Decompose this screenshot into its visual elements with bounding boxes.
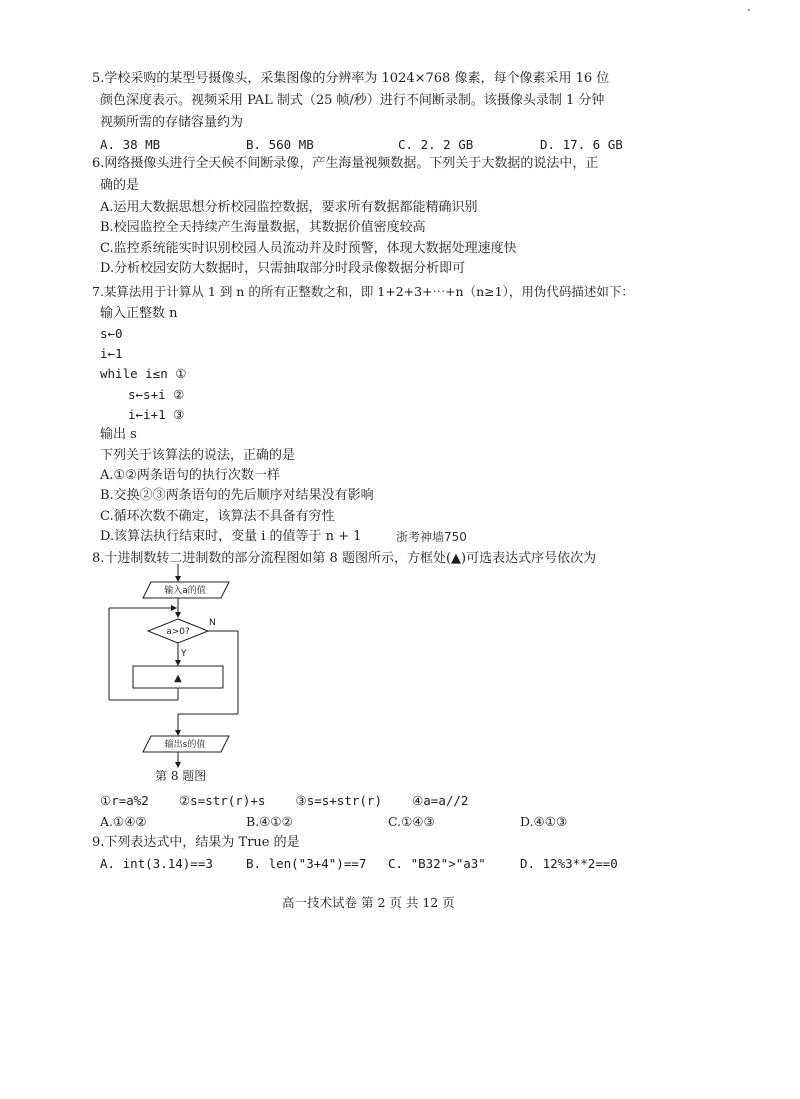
q7-code-line-1: 输入正整数 n	[100, 306, 178, 321]
q7-code-line-5: s←s+i ②	[128, 387, 185, 402]
q8-option-c: C.①④③	[388, 814, 435, 829]
q6-option-c: C.监控系统能实时识别校园人员流动并及时预警，体现大数据处理速度快	[100, 241, 517, 256]
q6-line-2: 确的是	[100, 178, 140, 193]
q7-stem: 下列关于该算法的说法，正确的是	[100, 448, 296, 463]
q8-option-a: A.①④②	[100, 814, 147, 829]
q9-option-c: C. "B32">"a3"	[388, 856, 486, 871]
scan-speck	[748, 9, 750, 11]
q5-line-2: 颜色深度表示。视频采用 PAL 制式（25 帧/秒）进行不间断录制。该摄像头录制 1 分钟	[100, 93, 605, 108]
q8-option-d: D.④①③	[520, 814, 568, 829]
q6-option-b: B.校园监控全天持续产生海量数据，其数据价值密度较高	[100, 220, 426, 235]
q6-option-a: A.运用大数据思想分析校园监控数据，要求所有数据都能精确识别	[100, 200, 478, 215]
q6-line-1: 6.网络摄像头进行全天候不间断录像，产生海量视频数据。下列关于大数据的说法中，正	[92, 156, 599, 171]
q9-option-b: B. len("3+4")==7	[246, 856, 367, 871]
flow-decision-label: a>0?	[166, 627, 190, 637]
flow-output-label: 输出s的值	[164, 740, 206, 750]
q5-option-d: D. 17. 6 GB	[540, 137, 623, 152]
q7-option-d: D.该算法执行结束时，变量 i 的值等于 n + 1	[100, 529, 362, 544]
q9-line-1: 9.下列表达式中，结果为 True 的是	[92, 835, 300, 850]
q7-code-line-4: while i≤n ①	[100, 366, 187, 381]
q9-option-a: A. int(3.14)==3	[100, 856, 213, 871]
q8-option-b: B.④①②	[246, 814, 293, 829]
q7-code-line-6: i←i+1 ③	[128, 407, 185, 422]
flow-input-label: 输入a的值	[164, 586, 206, 596]
q5-line-3: 视频所需的存储容量约为	[100, 115, 244, 130]
page-footer: 高一技术试卷 第 2 页 共 12 页	[282, 895, 455, 910]
q7-code-line-2: s←0	[100, 326, 123, 341]
flow-process-label: ▲	[174, 673, 182, 684]
q8-line-1: 8.十进制数转二进制数的部分流程图如第 8 题图所示，方框处(▲)可选表达式序号依次为	[92, 551, 597, 566]
flow-no-label: N	[209, 618, 216, 628]
q7-option-c: C.循环次数不确定，该算法不具备有穷性	[100, 509, 335, 524]
q5-line-1: 5.学校采购的某型号摄像头，采集图像的分辨率为 1024×768 像素，每个像素采用 16 位	[92, 71, 610, 86]
q5-option-a: A. 38 MB	[100, 137, 161, 152]
q8-figure-caption: 第 8 题图	[155, 769, 207, 783]
q9-option-d: D. 12%3**2==0	[520, 856, 618, 871]
q5-option-b: B. 560 MB	[246, 137, 314, 152]
q7-code-line-3: i←1	[100, 346, 123, 361]
q7-line-1: 7.某算法用于计算从 1 到 n 的所有正整数之和，即 1+2+3+⋯+n（n≥1），用伪代码描述如下：	[92, 284, 634, 299]
q5-option-c: C. 2. 2 GB	[398, 137, 474, 152]
q7-code-line-7: 输出 s	[100, 427, 137, 442]
q8-flowchart	[95, 562, 255, 772]
q8-expressions: ①r=a%2 ②s=str(r)+s ③s=s+str(r) ④a=a//2	[100, 793, 469, 808]
flow-yes-label: Y	[181, 649, 187, 659]
q7-option-a: A.①②两条语句的执行次数一样	[100, 468, 280, 483]
q7-option-b: B.交换②③两条语句的先后顺序对结果没有影响	[100, 488, 374, 503]
watermark: 浙考神墙750	[396, 530, 467, 544]
q6-option-d: D.分析校园安防大数据时，只需抽取部分时段录像数据分析即可	[100, 261, 466, 276]
